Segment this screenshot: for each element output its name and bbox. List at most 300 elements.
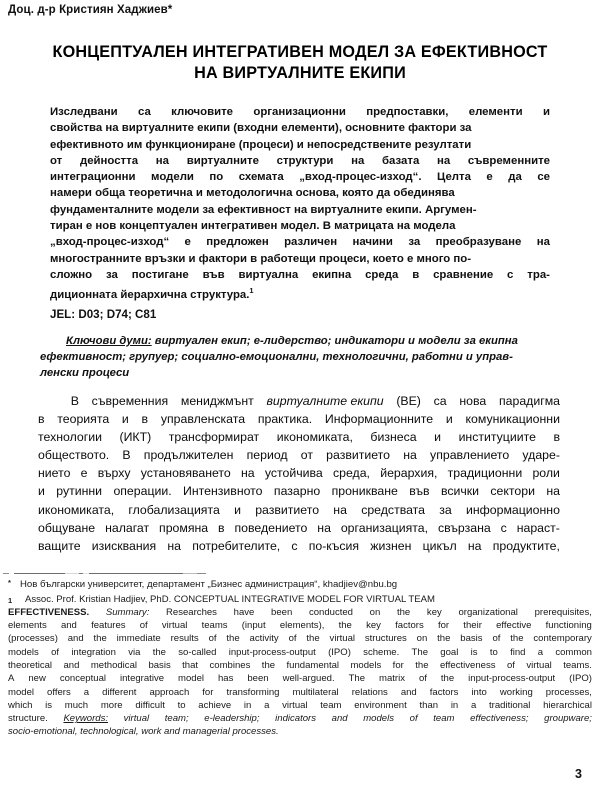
text-word: structures — [364, 633, 407, 645]
text-word: of — [492, 633, 501, 645]
text-word: effective — [496, 620, 532, 632]
text-word: achieve — [198, 699, 232, 711]
abstract-line — [50, 234, 550, 250]
text-word: и — [121, 412, 129, 427]
text-word: трансформират — [168, 430, 260, 445]
text-word: комуникационни — [465, 412, 560, 427]
text-word: of — [418, 673, 427, 685]
text-word: of — [139, 620, 148, 632]
text-word: elements), — [279, 620, 325, 632]
text-word: well-argued. — [282, 673, 335, 685]
text-word: features — [91, 620, 126, 632]
text-word: на — [546, 484, 560, 499]
summary-line — [8, 619, 592, 632]
text-word: Изследвани — [50, 106, 118, 118]
text-word: В — [122, 448, 131, 463]
text-word: нието — [38, 466, 71, 481]
text-word: goal — [440, 646, 459, 658]
text-word: activity — [249, 633, 279, 645]
summary-line — [8, 659, 592, 672]
abstract-line: свойства на виртуалните екипи (входни елементи), основните фактори за — [50, 122, 472, 135]
text-word: elements — [8, 620, 47, 632]
text-word: мениджмънт — [180, 394, 254, 408]
body-line — [38, 501, 560, 519]
text-word: ващите — [38, 538, 81, 553]
text-word: has — [218, 673, 234, 685]
text-word: проникване — [331, 484, 398, 499]
text-word: е — [486, 171, 493, 184]
text-word: The — [411, 646, 428, 658]
footnote-affiliation-text: Нов български университет, департамент „Бизнес администрация“, khadjiev@nbu.bg — [20, 579, 398, 590]
text-word: (IPO) — [328, 646, 351, 658]
text-word: contemporary — [533, 633, 592, 645]
text-word: traditional — [489, 699, 531, 711]
text-word: been — [271, 606, 293, 618]
text-word: fundamental — [286, 659, 340, 671]
text-word: virtual — [161, 620, 188, 632]
text-word: и — [38, 484, 45, 499]
text-word: and — [67, 633, 84, 645]
body-line — [38, 446, 560, 464]
text-word: среда, — [332, 466, 370, 481]
text-word: organizational — [458, 606, 518, 618]
text-word: всички — [440, 484, 480, 499]
body-text-block — [38, 392, 560, 555]
summary-line — [8, 606, 592, 619]
text-word: с — [500, 520, 507, 535]
text-word: съвременния — [91, 394, 169, 408]
text-word: в — [38, 412, 45, 427]
text-word: потребителите, — [192, 538, 281, 553]
text-word: (ИКТ) — [119, 430, 152, 445]
text-word: на — [467, 538, 482, 553]
title-line-1: КОНЦЕПТУАЛЕН ИНТЕГРАТИВЕН МОДЕЛ ЗА ЕФЕКТИВНОСТ — [52, 43, 548, 61]
text-word: и — [234, 502, 241, 517]
text-word: difficult — [135, 699, 165, 711]
text-word: парадигма — [498, 394, 560, 408]
text-word: модели — [151, 171, 194, 184]
text-word: на — [167, 538, 182, 553]
abstract-line-final — [50, 283, 550, 303]
text-word: „вход-процес-изход“. — [299, 171, 422, 184]
text-word: virtual — [526, 659, 552, 671]
text-word: общуване — [38, 520, 96, 535]
text-word: на — [437, 154, 451, 167]
text-word: е — [80, 466, 88, 481]
text-word: сектори — [490, 484, 535, 499]
text-word: the — [152, 646, 166, 658]
text-word: effectiveness; — [470, 713, 529, 725]
text-word: сравнение — [433, 268, 494, 281]
text-word: са — [137, 106, 151, 118]
text-word: в — [141, 412, 149, 427]
text-word: input-process-output — [228, 646, 316, 658]
text-word: a — [537, 646, 544, 658]
text-word: the — [93, 633, 107, 645]
text-word: team; — [164, 713, 189, 725]
text-word: (processes) — [8, 633, 58, 645]
text-word: the — [415, 659, 429, 671]
text-word: models — [8, 646, 39, 658]
text-word: groupware; — [544, 713, 592, 725]
text-word: prerequisites, — [534, 606, 592, 618]
text-word: Информационните — [324, 412, 434, 427]
text-word: find — [510, 646, 526, 658]
text-word: и — [542, 106, 550, 118]
abstract-line — [50, 169, 550, 185]
text-word: на — [155, 154, 169, 167]
text-word: от — [300, 448, 313, 463]
text-word: елементи — [468, 106, 523, 118]
text-word: of — [51, 646, 60, 658]
abstract-line — [50, 104, 550, 120]
text-word: key — [366, 620, 381, 632]
body-indent — [38, 392, 58, 410]
title-line-2: НА ВИРТУАЛНИТЕ ЕКИПИ — [194, 64, 406, 82]
text-word: преобразуване — [435, 236, 522, 249]
text-word: Researches — [166, 606, 217, 618]
text-word: нова — [459, 394, 487, 408]
text-word: управленската — [160, 412, 246, 427]
abstract-footnote-ref: 1 — [249, 286, 254, 296]
text-word: and — [63, 659, 80, 671]
text-word: период — [246, 448, 288, 463]
text-word: „вход-процес-изход“ — [50, 236, 170, 249]
text-word: в — [553, 430, 560, 445]
text-word: have — [233, 606, 255, 618]
text-word: да — [508, 171, 522, 184]
text-word: промяна — [159, 520, 209, 535]
text-word: предпоставки, — [366, 106, 449, 118]
text-word: different — [102, 686, 137, 698]
summary-line — [8, 699, 592, 712]
text-word: multilateral — [292, 686, 339, 698]
text-word: matrix — [379, 673, 405, 685]
body-line — [38, 392, 560, 410]
text-word: the — [440, 673, 455, 685]
text-word: virtual — [123, 713, 150, 725]
summary-sentence-end: structure. — [8, 713, 48, 725]
text-word: йерархия, — [380, 466, 438, 481]
summary-keywords-label: Keywords: — [63, 713, 109, 725]
body-line — [38, 464, 560, 482]
text-word: key — [426, 606, 442, 618]
text-word: for — [437, 620, 450, 632]
text-word: начини — [352, 236, 393, 249]
text-word: for — [392, 659, 404, 671]
text-word: свързана — [437, 520, 491, 535]
keywords-line-1-rest: виртуален екип; е-лидерство; индикатори и модели за екипна — [151, 335, 518, 347]
text-word: дейността — [79, 154, 139, 167]
text-word: организацията, — [340, 520, 429, 535]
text-word: за — [106, 268, 118, 281]
text-word: e-leadership; — [204, 713, 260, 725]
text-word: на — [317, 520, 331, 535]
text-word: results — [170, 633, 199, 645]
footnote-affiliation — [8, 578, 592, 592]
text-word: бизнеса — [370, 430, 417, 445]
text-word: than — [419, 699, 439, 711]
text-word: среда — [365, 268, 399, 281]
text-word: basis — [148, 659, 171, 671]
text-word: по — [209, 171, 224, 184]
text-word: различен — [284, 236, 338, 249]
text-word: so-called — [178, 646, 217, 658]
text-word: teams — [201, 620, 228, 632]
text-word: via — [128, 646, 141, 658]
abstract-line: ефективното им функциониране (процеси) и непосредствените резултати — [50, 138, 472, 151]
summary-line: socio-emotional, technological, work and managerial processes. — [8, 726, 279, 738]
text-word: предложен — [206, 236, 269, 249]
text-word: пазарно — [273, 484, 321, 499]
text-word: се — [537, 171, 550, 184]
text-word: of — [506, 659, 515, 671]
text-word: functioning — [545, 620, 592, 632]
text-word: integrative — [119, 673, 165, 685]
text-word: virtual — [329, 633, 356, 645]
summary-line — [8, 712, 592, 725]
keywords-line-3: ленски процеси — [40, 367, 130, 380]
text-word: Целта — [436, 171, 471, 184]
text-word: relations — [351, 686, 388, 698]
text-word: processes, — [545, 686, 592, 698]
text-word: технологии — [38, 430, 102, 445]
text-word: of — [208, 633, 217, 645]
text-word: effectiveness — [439, 659, 496, 671]
text-word: на — [333, 502, 347, 517]
text-word: (IPO) — [569, 673, 592, 685]
text-word: models — [363, 713, 394, 725]
text-word: and — [60, 620, 77, 632]
text-word: върху — [97, 466, 131, 481]
text-word: to — [489, 646, 498, 658]
text-word: model — [8, 686, 35, 698]
text-word: икономиката, — [38, 502, 115, 517]
text-word: В — [70, 394, 79, 408]
text-word: common — [555, 646, 592, 658]
text-word: basis — [460, 633, 483, 645]
text-word: transforming — [226, 686, 280, 698]
body-line — [38, 537, 560, 555]
text-word: в — [412, 268, 420, 281]
text-word: средствата — [361, 502, 425, 517]
text-word: за — [408, 236, 421, 249]
text-word: виртуална — [238, 268, 299, 281]
page-title — [10, 42, 590, 84]
text-word: which — [8, 699, 33, 711]
text-word: екипна — [312, 268, 352, 281]
text-word: практика. — [257, 412, 313, 427]
text-word: and — [331, 713, 348, 725]
text-word: and — [400, 686, 417, 698]
keywords-label: Ключови думи: — [66, 335, 152, 347]
text-word: combines — [209, 659, 251, 671]
text-word: virtual — [282, 699, 308, 711]
body-line — [38, 482, 560, 500]
text-word: the — [226, 633, 240, 645]
text-word: продуктите, — [492, 538, 560, 553]
abstract-line — [50, 153, 550, 169]
text-word: с — [507, 268, 514, 281]
footnotes-block — [8, 578, 592, 739]
text-word: of — [409, 713, 418, 725]
text-word: A — [8, 673, 15, 685]
text-word: устойчива — [264, 466, 323, 481]
text-word: икономиката, — [276, 430, 353, 445]
text-word: the — [510, 633, 524, 645]
text-word: е — [184, 236, 191, 249]
text-word: по-късия — [308, 538, 360, 553]
text-word: в — [218, 520, 225, 535]
text-word: team — [433, 713, 455, 725]
text-word: is — [470, 646, 478, 658]
text-word: (ВЕ) — [396, 394, 421, 408]
text-word: much — [64, 699, 89, 711]
summary-line — [8, 646, 592, 659]
footnote-summary — [8, 593, 592, 739]
text-word: традиционни — [447, 466, 523, 481]
text-word: съвременните — [467, 154, 550, 167]
text-word: информационно — [465, 502, 560, 517]
text-word: conducted — [308, 606, 353, 618]
body-line — [38, 410, 560, 428]
text-word: развитието — [255, 502, 320, 517]
text-word: за — [439, 502, 452, 517]
summary-line — [8, 672, 592, 685]
text-word: immediate — [116, 633, 161, 645]
text-word: постигане — [131, 268, 189, 281]
summary-title-caps: EFFECTIVENESS. — [8, 606, 90, 618]
text-word: (input — [241, 620, 266, 632]
text-word: input-process-output — [468, 673, 556, 685]
summary-label: Summary: — [105, 606, 150, 618]
abstract-line: намери обща теоретична и методологична основа, която да обединява — [50, 187, 455, 200]
text-word: и — [445, 412, 453, 427]
text-word: развитието — [326, 448, 391, 463]
text-word: продължителен — [143, 448, 234, 463]
text-word: на — [241, 466, 255, 481]
text-word: изисквания — [91, 538, 157, 553]
text-word: on — [369, 606, 381, 618]
text-word: на — [351, 154, 365, 167]
text-word: is — [45, 699, 53, 711]
summary-line-1: Assoc. Prof. Kristian Hadjiev, PhD. CONCEPTUAL INTEGRATIVE MODEL FOR VIRTUAL TEAM — [25, 593, 435, 605]
text-word: установяването — [140, 466, 231, 481]
text-word: тра- — [527, 268, 550, 281]
text-word: for — [202, 686, 214, 698]
text-word: и — [434, 430, 442, 445]
page-number: 3 — [575, 767, 582, 781]
keywords-block — [40, 333, 560, 382]
text-word: into — [471, 686, 487, 698]
text-word: организационни — [253, 106, 346, 118]
text-word: на — [536, 236, 550, 249]
text-word: more — [100, 699, 123, 711]
text-word: the — [396, 606, 411, 618]
text-word: environment — [354, 699, 407, 711]
text-word: the — [437, 633, 451, 645]
text-word: models — [350, 659, 382, 671]
text-word: methodical — [90, 659, 138, 671]
text-word: to — [177, 699, 186, 711]
text-word: scheme. — [363, 646, 400, 658]
text-word: been — [247, 673, 269, 685]
text-word: hierarchical — [543, 699, 592, 711]
abstract-block — [50, 104, 550, 303]
text-word: на — [403, 448, 417, 463]
abstract-line: многостранните връзки и фактори в работещи процеси, което е много по- — [50, 252, 472, 265]
asterisk-marker: * — [8, 578, 11, 587]
text-word: жизнен — [370, 538, 412, 553]
text-word: indicators — [275, 713, 316, 725]
summary-line — [8, 632, 592, 645]
text-word: обществото. — [38, 448, 110, 463]
text-word: offers — [47, 686, 71, 698]
text-word: a — [83, 686, 90, 698]
keywords-line-1 — [40, 333, 560, 349]
text-word: Интензивното — [183, 484, 263, 499]
text-word: схемата — [238, 171, 284, 184]
text-word: The — [348, 673, 366, 685]
text-word: операции. — [113, 484, 172, 499]
body-emphasis-term: виртуалните екипи — [266, 394, 384, 408]
text-word: теорията — [57, 412, 110, 427]
text-word: нараст- — [516, 520, 560, 535]
text-word: базата — [382, 154, 420, 167]
text-word: teams. — [563, 659, 592, 671]
text-word: a — [470, 699, 477, 711]
text-word: структури — [276, 154, 334, 167]
abstract-line: фундаменталните модели за ефективност на виртуалните екипи. Аргумен- — [50, 203, 477, 216]
summary-line — [8, 686, 592, 699]
body-line — [38, 428, 560, 446]
text-word: team — [320, 699, 342, 711]
text-word: с — [291, 538, 298, 553]
text-word: поведението — [234, 520, 308, 535]
text-word: ударе- — [522, 448, 560, 463]
footnote-separator-rule — [3, 573, 206, 574]
text-word: the — [306, 633, 320, 645]
keywords-line-2: ефективност; групуер; социално-емоционални, технологични, работни и управ- — [40, 351, 513, 364]
text-word: рутинни — [56, 484, 103, 499]
text-word: глобализацията — [128, 502, 220, 517]
text-word: that — [182, 659, 199, 671]
text-word: approach — [149, 686, 190, 698]
author-running-head: Доц. д-р Кристиян Хаджиев* — [8, 4, 173, 16]
text-word: factors — [429, 686, 459, 698]
text-word: conceptual — [59, 673, 107, 685]
text-word: their — [463, 620, 482, 632]
text-word: във — [202, 268, 225, 281]
text-word: the — [261, 659, 276, 671]
text-word: налагат — [105, 520, 150, 535]
footnote-one-marker: 1 — [8, 595, 13, 605]
text-word: институциите — [458, 430, 536, 445]
text-word: ключовите — [171, 106, 234, 118]
text-word: a — [264, 699, 270, 711]
text-word: сложно — [50, 268, 93, 281]
abstract-line — [50, 267, 550, 283]
text-word: in — [450, 699, 459, 711]
jel-codes: JEL: D03; D74; C81 — [50, 308, 157, 321]
text-word: on — [416, 633, 428, 645]
text-word: интеграционни — [50, 171, 136, 184]
text-word: виртуалните — [186, 154, 259, 167]
body-line — [38, 519, 560, 537]
text-word: integration — [71, 646, 116, 658]
text-word: theoretical — [8, 659, 53, 671]
summary-line — [8, 593, 592, 606]
